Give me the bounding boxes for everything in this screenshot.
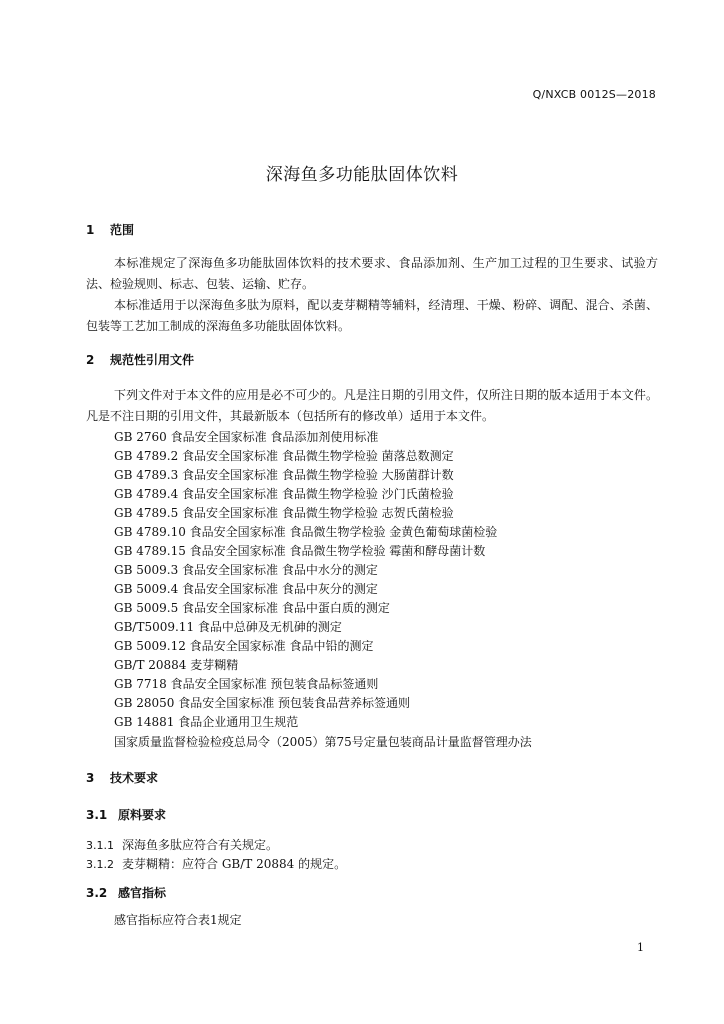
page-title: 深海鱼多功能肽固体饮料 [265, 165, 459, 185]
section-2-heading [86, 351, 194, 368]
reference-item: GB/T5009.11 食品中总砷及无机砷的测定 [114, 620, 342, 634]
subsection-title: 感官指标 [118, 886, 167, 900]
reference-item: GB 5009.12 食品安全国家标准 食品中铅的测定 [114, 639, 374, 653]
reference-item: GB 4789.15 食品安全国家标准 食品微生物学检验 霉菌和酵母菌计数 [114, 544, 486, 558]
section-title: 规范性引用文件 [110, 353, 195, 367]
reference-item: GB 2760 食品安全国家标准 食品添加剂使用标准 [114, 430, 379, 444]
scope-paragraph-2: 本标准适用于以深海鱼多肽为原料，配以麦芽糊精等辅料，经清理、干燥、粉碎、调配、混合、杀菌、包装等工艺加工制成的深海鱼多功能肽固体饮料。 [86, 298, 658, 333]
reference-item: 国家质量监督检验检疫总局令（2005）第75号定量包装商品计量监督管理办法 [114, 735, 532, 749]
reference-item: GB 4789.10 食品安全国家标准 食品微生物学检验 金黄色葡萄球菌检验 [114, 525, 498, 539]
references-intro: 下列文件对于本文件的应用是必不可少的。凡是注日期的引用文件，仅所注日期的版本适用于本文件。凡是不注日期的引用文件，其最新版本（包括所有的修改单）适用于本文件。 [86, 388, 658, 423]
section-title: 技术要求 [110, 771, 159, 785]
clause-text: 深海鱼多肽应符合有关规定。 [122, 838, 279, 852]
subsection-3-1-heading [86, 806, 166, 823]
reference-item: GB 4789.3 食品安全国家标准 食品微生物学检验 大肠菌群计数 [114, 468, 454, 482]
clause-3-1-2 [86, 855, 346, 872]
section-number: 2 [86, 353, 95, 367]
section-1-heading [86, 221, 134, 238]
subsection-title: 原料要求 [118, 808, 167, 822]
standard-code: Q/NXCB 0012S—2018 [532, 88, 656, 101]
subsection-3-2-heading [86, 884, 166, 901]
section-number: 3 [86, 771, 95, 785]
reference-item: GB 4789.2 食品安全国家标准 食品微生物学检验 菌落总数测定 [114, 449, 454, 463]
reference-item: GB 5009.3 食品安全国家标准 食品中水分的测定 [114, 563, 378, 577]
section-3-heading [86, 769, 158, 786]
reference-item: GB 7718 食品安全国家标准 预包装食品标签通则 [114, 677, 379, 691]
reference-item: GB 28050 食品安全国家标准 预包装食品营养标签通则 [114, 696, 411, 710]
reference-item: GB/T 20884 麦芽糊精 [114, 658, 239, 672]
page-number: 1 [637, 941, 644, 954]
section-title: 范围 [110, 223, 135, 237]
clause-number: 3.1.1 [86, 839, 114, 852]
scope-paragraph-1: 本标准规定了深海鱼多功能肽固体饮料的技术要求、食品添加剂、生产加工过程的卫生要求、试验方法、检验规则、标志、包装、运输、贮存。 [86, 256, 658, 291]
section-number: 1 [86, 223, 95, 237]
clause-text: 麦芽糊精：应符合 GB/T 20884 的规定。 [122, 857, 347, 871]
reference-item: GB 5009.5 食品安全国家标准 食品中蛋白质的测定 [114, 601, 390, 615]
reference-item: GB 14881 食品企业通用卫生规范 [114, 715, 299, 729]
clause-3-1-1 [86, 836, 278, 853]
reference-item: GB 5009.4 食品安全国家标准 食品中灰分的测定 [114, 582, 378, 596]
clause-number: 3.1.2 [86, 858, 114, 871]
subsection-number: 3.1 [86, 808, 108, 822]
reference-item: GB 4789.5 食品安全国家标准 食品微生物学检验 志贺氏菌检验 [114, 506, 454, 520]
subsection-number: 3.2 [86, 886, 108, 900]
reference-item: GB 4789.4 食品安全国家标准 食品微生物学检验 沙门氏菌检验 [114, 487, 454, 501]
sensory-requirement-text: 感官指标应符合表1规定 [114, 913, 242, 927]
